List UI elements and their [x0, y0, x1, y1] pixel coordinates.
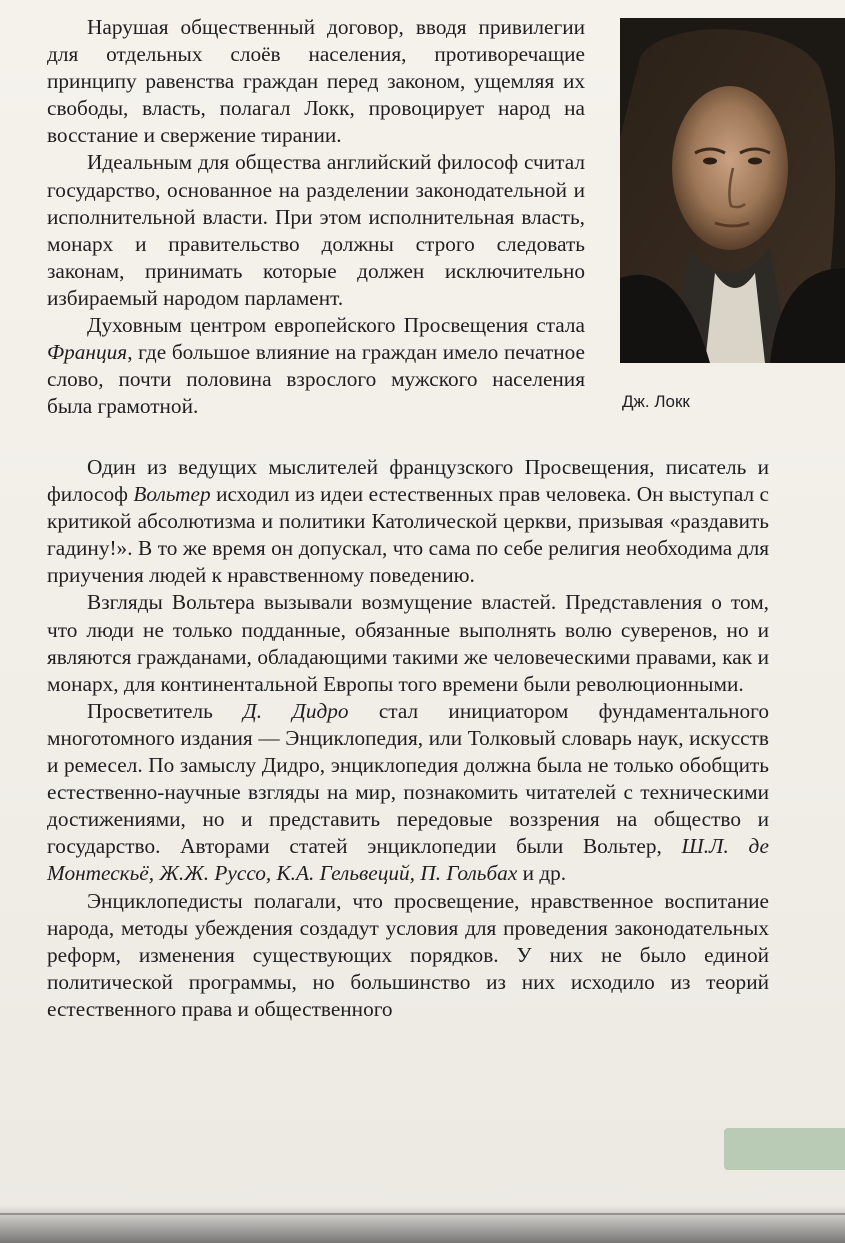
paragraph-locke-tyranny: Нарушая общественный договор, вводя привилегии для отдельных слоёв населения, противоречащие принципу равенства граждан перед законом, ущемляя их свободы, власть, полагал Локк, провоцирует народ на восстание и свержение тирании.: [47, 15, 585, 148]
page-number-tab: [724, 1128, 845, 1170]
text-run: , где большое влияние на граждан имело печатное слово, почти половина взрослого мужского населения была грамотной.: [47, 340, 585, 419]
text-run: исходил из идеи естественных прав человека. Он выступал с критикой абсолютизма и политики Католической церкви, призывая «раздавить гадину!». В то же время он допускал, что сама по себе религия необходима для приучения людей к нравственному поведению.: [47, 482, 769, 588]
text-run: стал инициатором фундаментального многотомного издания — Энциклопедия, или Толковый словарь наук, искусств и ремесел. По замыслу Дидро, энциклопедия должна была не только обобщить естественно-научные взгляды на мир, познакомить читателей с техническими достижениями, но и представить передовые воззрения на общество и государство. Авторами статей энциклопедии были Вольтер,: [47, 698, 770, 859]
paragraph-voltaire: [47, 454, 769, 589]
paragraph-france: [47, 312, 585, 420]
italic-term: Франция: [47, 340, 128, 365]
text-run: Один из ведущих мыслителей французского Просвещения, писатель и философ: [47, 455, 769, 507]
italic-term: Вольтер: [133, 482, 211, 507]
paragraph-encyclopedists: Энциклопедисты полагали, что просвещение, нравственное воспитание народа, методы убеждения создадут условия для проведения законодательных реформ, изменения существующих порядков. У них не было единой политической программы, но большинство из них исходило из теорий естественного права и общественного: [47, 888, 769, 1021]
paragraph-separation-of-powers: Идеальным для общества английский философ считал государство, основанное на разделении законодательной и исполнительной власти. При этом исполнительная власть, монарх и правительство должны строго следовать законам, принимать которые должен исключительно избираемый народом парламент.: [47, 150, 585, 310]
portrait-caption: Дж. Локк: [622, 392, 690, 411]
page-bottom-shadow: [0, 1205, 845, 1243]
text-run: Духовным центром европейского Просвещения стала: [87, 313, 585, 338]
paragraph-voltaire-views: Взгляды Вольтера вызывали возмущение властей. Представления о том, что люди не только подданные, обязанные выполнять волю суверенов, но и являются гражданами, обладающими такими же человеческими правами, как и монарх, для континентальной Европы того времени были революционными.: [47, 590, 769, 696]
narrow-text-column: [47, 14, 585, 420]
text-run: и др.: [517, 861, 567, 886]
italic-authors: Ш.Л. де Монтескьё, Ж.Ж. Руссо, К.А. Гельвеций, П. Гольбах: [47, 834, 769, 886]
portrait-image: [620, 18, 845, 363]
text-run: Просветитель: [87, 698, 244, 723]
wide-text-column: [47, 454, 769, 1023]
italic-term: Д. Дидро: [243, 698, 349, 723]
locke-portrait: [620, 18, 845, 363]
paragraph-diderot: [47, 698, 769, 888]
